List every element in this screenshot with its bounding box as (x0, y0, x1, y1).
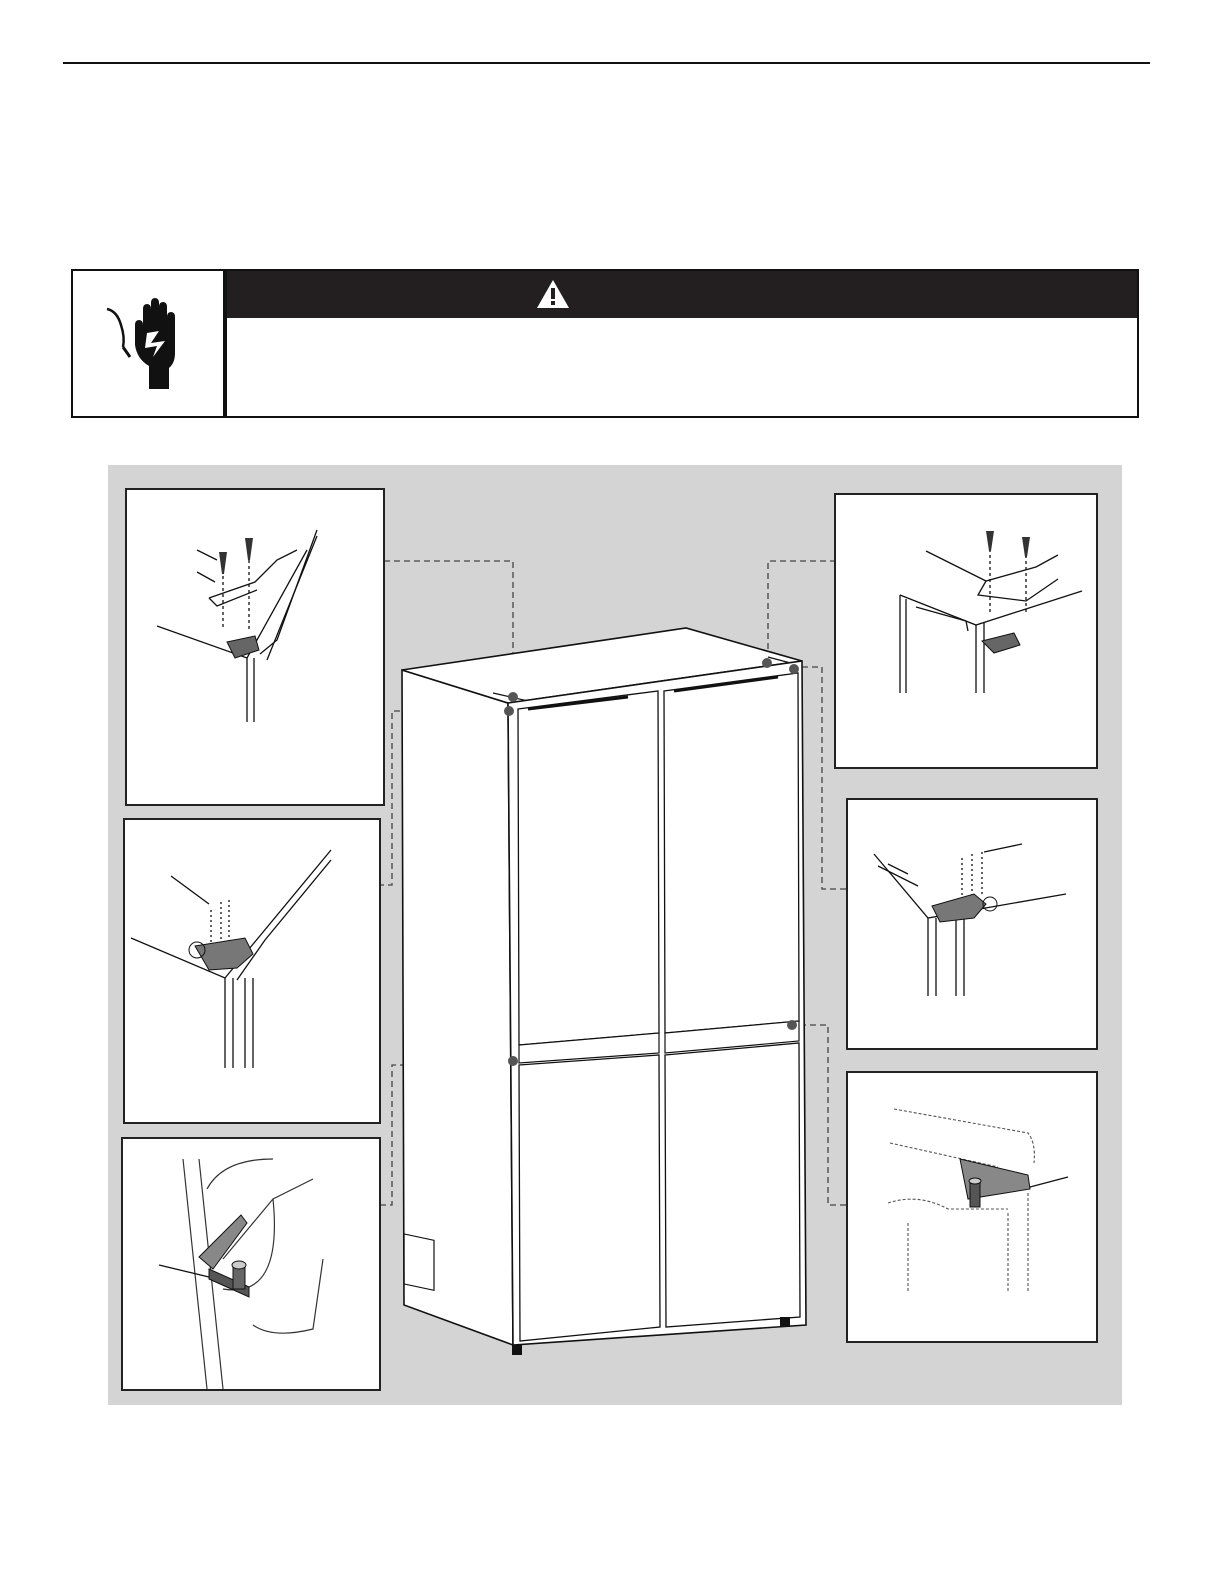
warning-box (71, 269, 1139, 418)
top-hinge-screws-icon (836, 495, 1096, 767)
warning-symbol-cell (73, 271, 227, 416)
callout-upper-right-center-hinge (846, 798, 1098, 1050)
hinge-diagram (108, 465, 1122, 1405)
callout-upper-right-top-hinge (834, 493, 1098, 769)
center-hinge-assembly (848, 800, 1096, 1048)
warning-triangle-icon (536, 279, 570, 309)
callout-upper-left-top-hinge (125, 488, 385, 806)
callout-lower-right-bottom-hinge (846, 1071, 1098, 1343)
warning-body (227, 318, 1137, 416)
bottom-hinge-pin-icon (123, 1139, 379, 1389)
top-hinge-screws-icon (127, 490, 383, 804)
electrical-shock-hand-icon (73, 271, 223, 416)
bottom-hinge-pin-icon (848, 1073, 1096, 1341)
callout-lower-left-bottom-hinge (121, 1137, 381, 1391)
callout-upper-left-center-hinge (123, 818, 381, 1124)
center-hinge-screws-icon (125, 820, 379, 1122)
warning-header-bar (227, 271, 1137, 318)
top-rule (63, 62, 1150, 64)
